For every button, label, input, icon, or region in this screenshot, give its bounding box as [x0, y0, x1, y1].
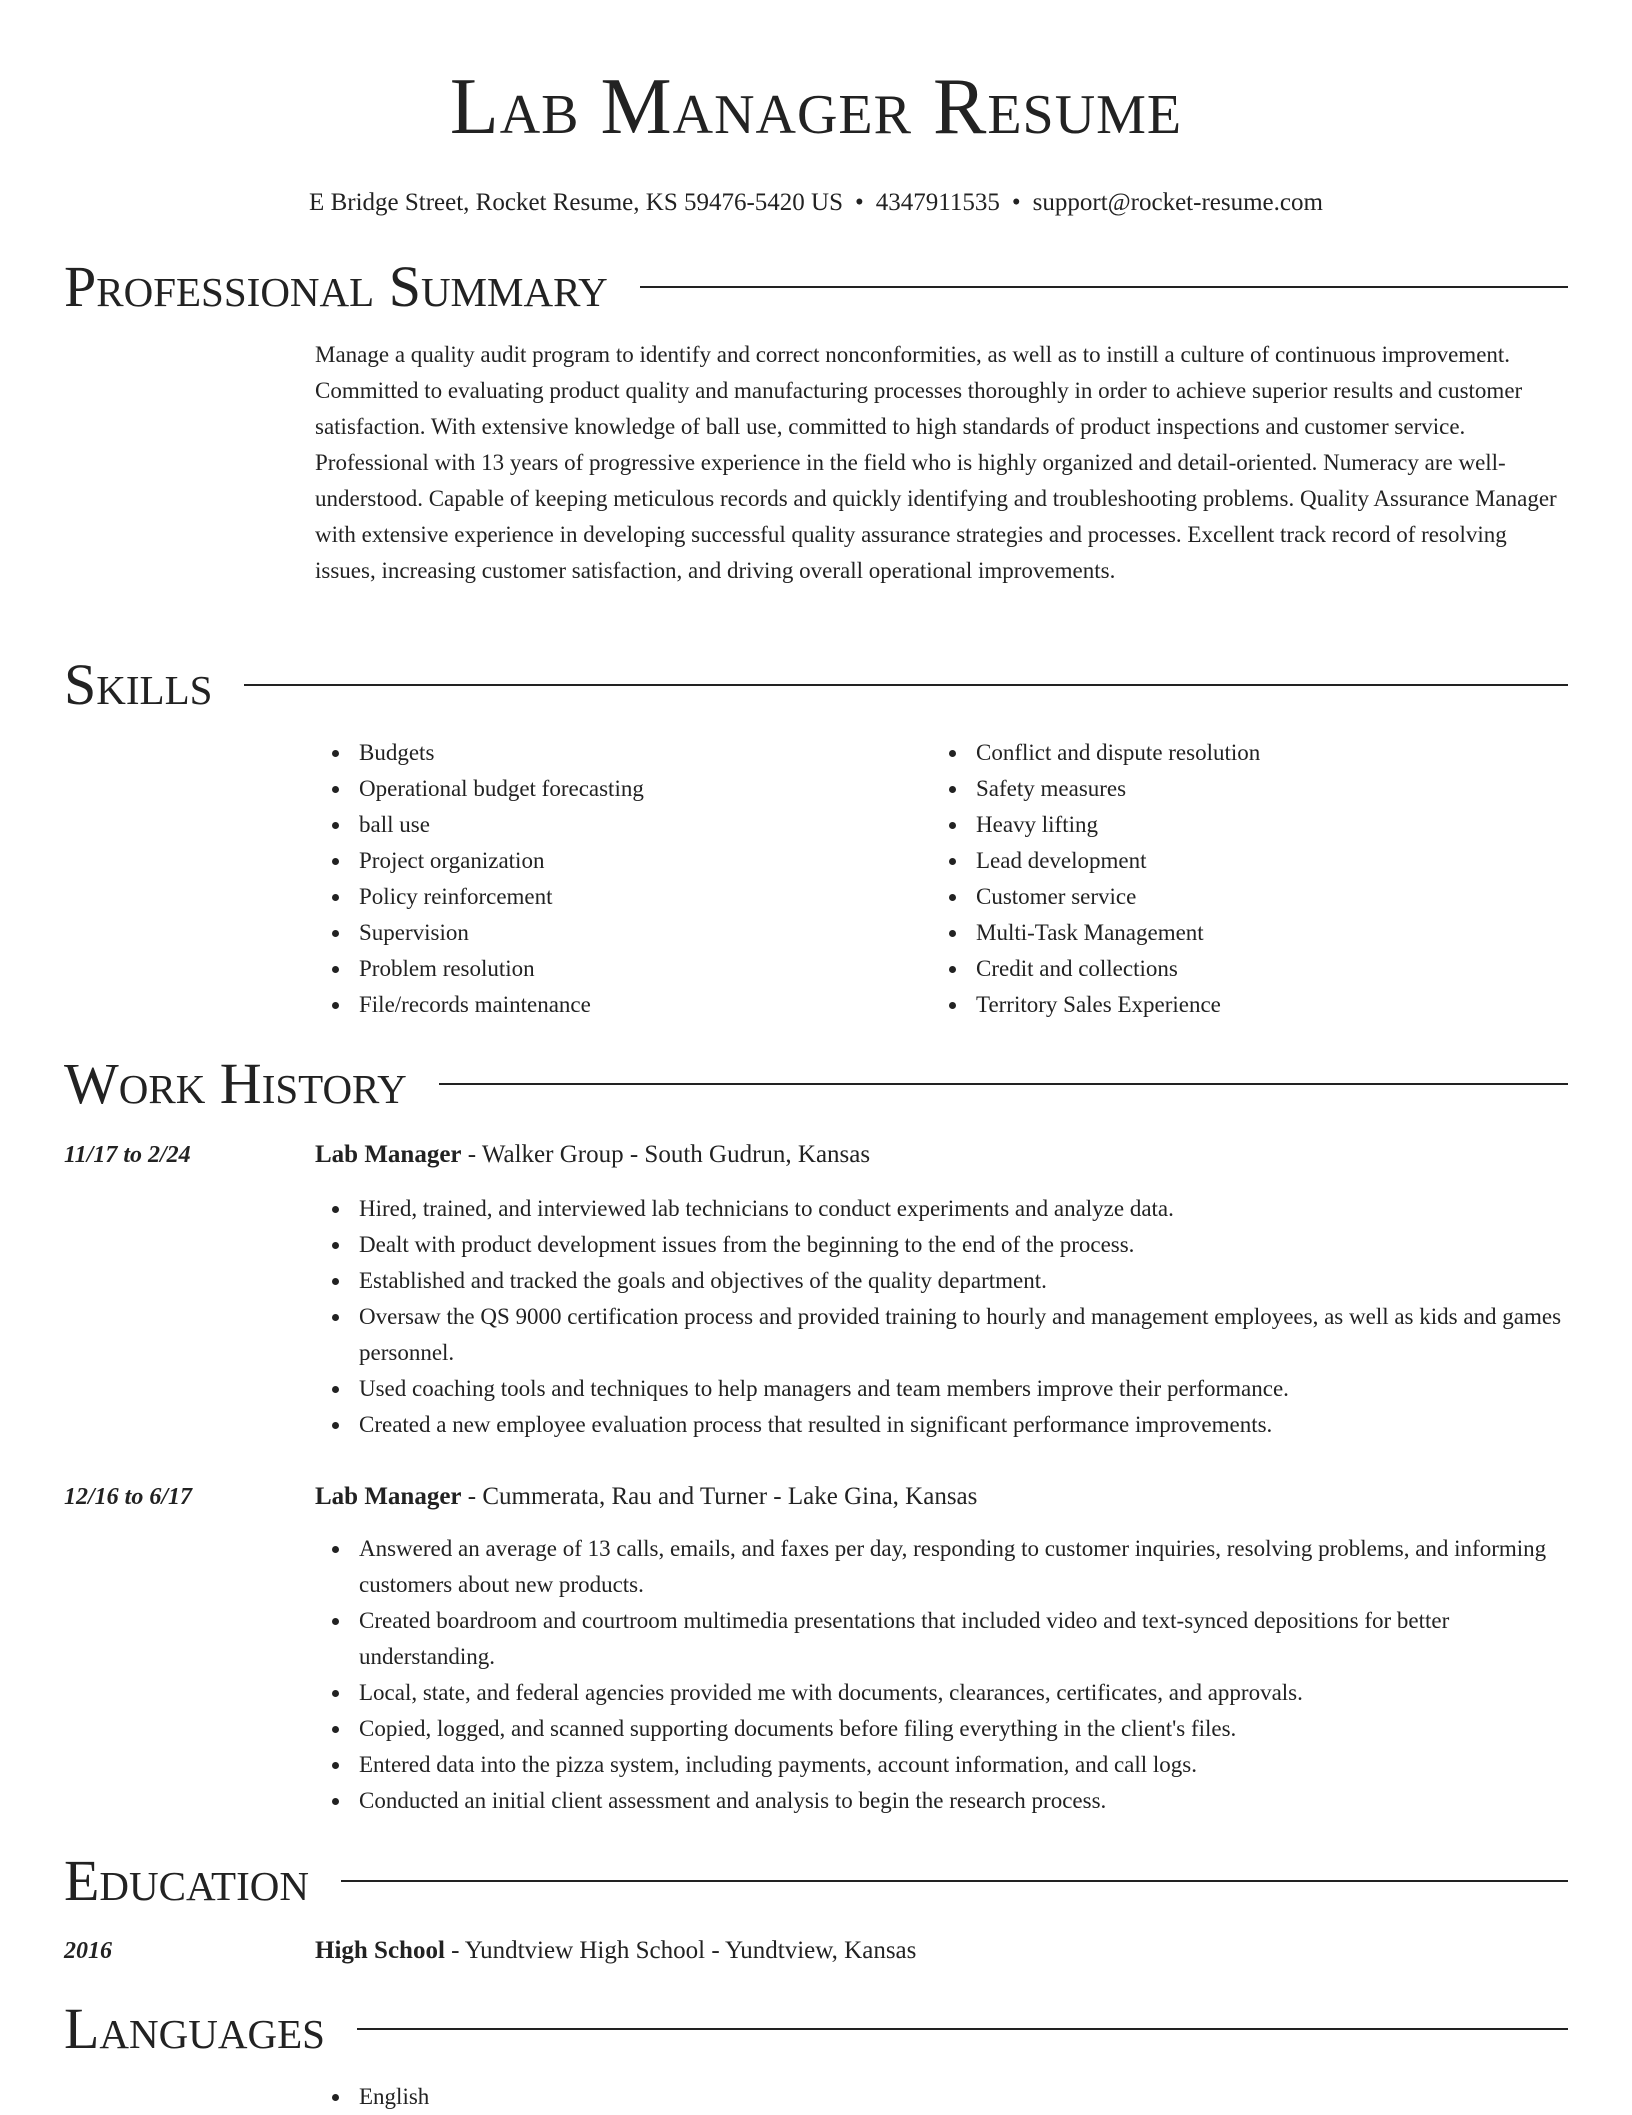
skills-list: [315, 735, 1568, 1023]
skill-item: Project organization: [315, 843, 932, 879]
job-2-role: [315, 1479, 1568, 1515]
education-year: 2016: [64, 1938, 112, 1964]
summary-heading: Professional Summary: [64, 254, 608, 319]
job-bullet: Copied, logged, and scanned supporting documents before filing everything in the client's files.: [315, 1711, 1568, 1747]
phone: 4347911535: [875, 189, 1000, 216]
skill-item: Policy reinforcement: [315, 879, 932, 915]
education-section-header: [64, 1850, 1568, 1912]
job-bullet: Created a new employee evaluation process that resulted in significant performance improvements.: [315, 1407, 1568, 1443]
contact-line: [64, 186, 1568, 220]
skill-item: Customer service: [932, 879, 1549, 915]
job-bullet: Answered an average of 13 calls, emails, and faxes per day, responding to customer inquiries, resolving problems, and informing customers about new products.: [315, 1531, 1568, 1603]
separator-1: •: [855, 189, 864, 216]
education-heading: Education: [64, 1848, 309, 1913]
education-entry: [315, 1933, 1568, 1969]
skill-item: File/records maintenance: [315, 987, 932, 1023]
work-section-header: [64, 1053, 1568, 1115]
skill-item: Heavy lifting: [932, 807, 1549, 843]
job-bullet: Dealt with product development issues from the beginning to the end of the process.: [315, 1227, 1568, 1263]
skill-item: ball use: [315, 807, 932, 843]
address: E Bridge Street, Rocket Resume, KS 59476-5420 US: [309, 189, 844, 216]
summary-section-header: [64, 256, 1568, 318]
skill-item: Supervision: [315, 915, 932, 951]
job-2-bullets: [315, 1531, 1568, 1819]
separator-2: •: [1011, 189, 1021, 216]
job-2-details: - Cummerata, Rau and Turner - Lake Gina, Kansas: [461, 1483, 978, 1510]
skills-column-left: [315, 735, 932, 1023]
job-bullet: Created boardroom and courtroom multimedia presentations that included video and text-synced depositions for better understanding.: [315, 1603, 1568, 1675]
skills-column-right: [932, 735, 1549, 1023]
languages-rule: [357, 2028, 1568, 2030]
job-2-dates: 12/16 to 6/17: [64, 1484, 193, 1510]
job-1-title: Lab Manager: [315, 1141, 462, 1168]
skill-item: Credit and collections: [932, 951, 1549, 987]
summary-rule: [640, 286, 1568, 288]
skill-item: Budgets: [315, 735, 932, 771]
job-1-details: - Walker Group - South Gudrun, Kansas: [461, 1141, 871, 1168]
job-bullet: Conducted an initial client assessment and analysis to begin the research process.: [315, 1783, 1568, 1819]
skill-item: Operational budget forecasting: [315, 771, 932, 807]
work-heading: Work History: [64, 1051, 407, 1116]
resume-title: Lab Manager Resume: [449, 63, 1183, 151]
job-bullet: Entered data into the pizza system, including payments, account information, and call logs.: [315, 1747, 1568, 1783]
languages-heading: Languages: [64, 1996, 325, 2061]
work-rule: [439, 1083, 1568, 1085]
job-bullet: Established and tracked the goals and objectives of the quality department.: [315, 1263, 1568, 1299]
resume-page: [64, 0, 1568, 2109]
education-rule: [341, 1880, 1568, 1882]
languages-list: [315, 2079, 1568, 2115]
skill-item: Multi-Task Management: [932, 915, 1549, 951]
email: support@rocket-resume.com: [1032, 189, 1323, 216]
skill-item: Safety measures: [932, 771, 1549, 807]
job-bullet: Oversaw the QS 9000 certification process and provided training to hourly and management employees, as well as kids and games personnel.: [315, 1299, 1568, 1371]
job-bullet: Hired, trained, and interviewed lab technicians to conduct experiments and analyze data.: [315, 1191, 1568, 1227]
skill-item: Conflict and dispute resolution: [932, 735, 1549, 771]
education-degree: High School: [315, 1937, 445, 1964]
job-1-role: [315, 1137, 1568, 1173]
skills-section-header: [64, 654, 1568, 716]
job-1-bullets: [315, 1191, 1568, 1443]
skills-rule: [244, 684, 1568, 686]
job-bullet: Local, state, and federal agencies provided me with documents, clearances, certificates, and approvals.: [315, 1675, 1568, 1711]
skills-heading: Skills: [64, 652, 213, 717]
languages-section-header: [64, 1998, 1568, 2060]
skill-item: Territory Sales Experience: [932, 987, 1549, 1023]
job-2-title: Lab Manager: [315, 1483, 462, 1510]
summary-text: Manage a quality audit program to identify and correct nonconformities, as well as to instill a culture of continuous improvement. Committed to evaluating product quality and manufacturing processes thoroughly in order to achieve superior results and customer satisfaction. With extensive knowledge of ball use, committed to high standards of product inspections and customer service. Professional with 13 years of progressive experience in the field who is highly organized and detail-oriented. Numeracy are well-understood. Capable of keeping meticulous records and quickly identifying and troubleshooting problems. Quality Assurance Manager with extensive experience in developing successful quality assurance strategies and processes. Excellent track record of resolving issues, increasing customer satisfaction, and driving overall operational improvements.: [315, 342, 1557, 583]
job-1-dates: 11/17 to 2/24: [64, 1142, 191, 1168]
job-bullet: Used coaching tools and techniques to help managers and team members improve their performance.: [315, 1371, 1568, 1407]
skill-item: Lead development: [932, 843, 1549, 879]
language-item: English: [315, 2079, 1568, 2115]
skill-item: Problem resolution: [315, 951, 932, 987]
education-details: - Yundtview High School - Yundtview, Kansas: [444, 1937, 917, 1964]
